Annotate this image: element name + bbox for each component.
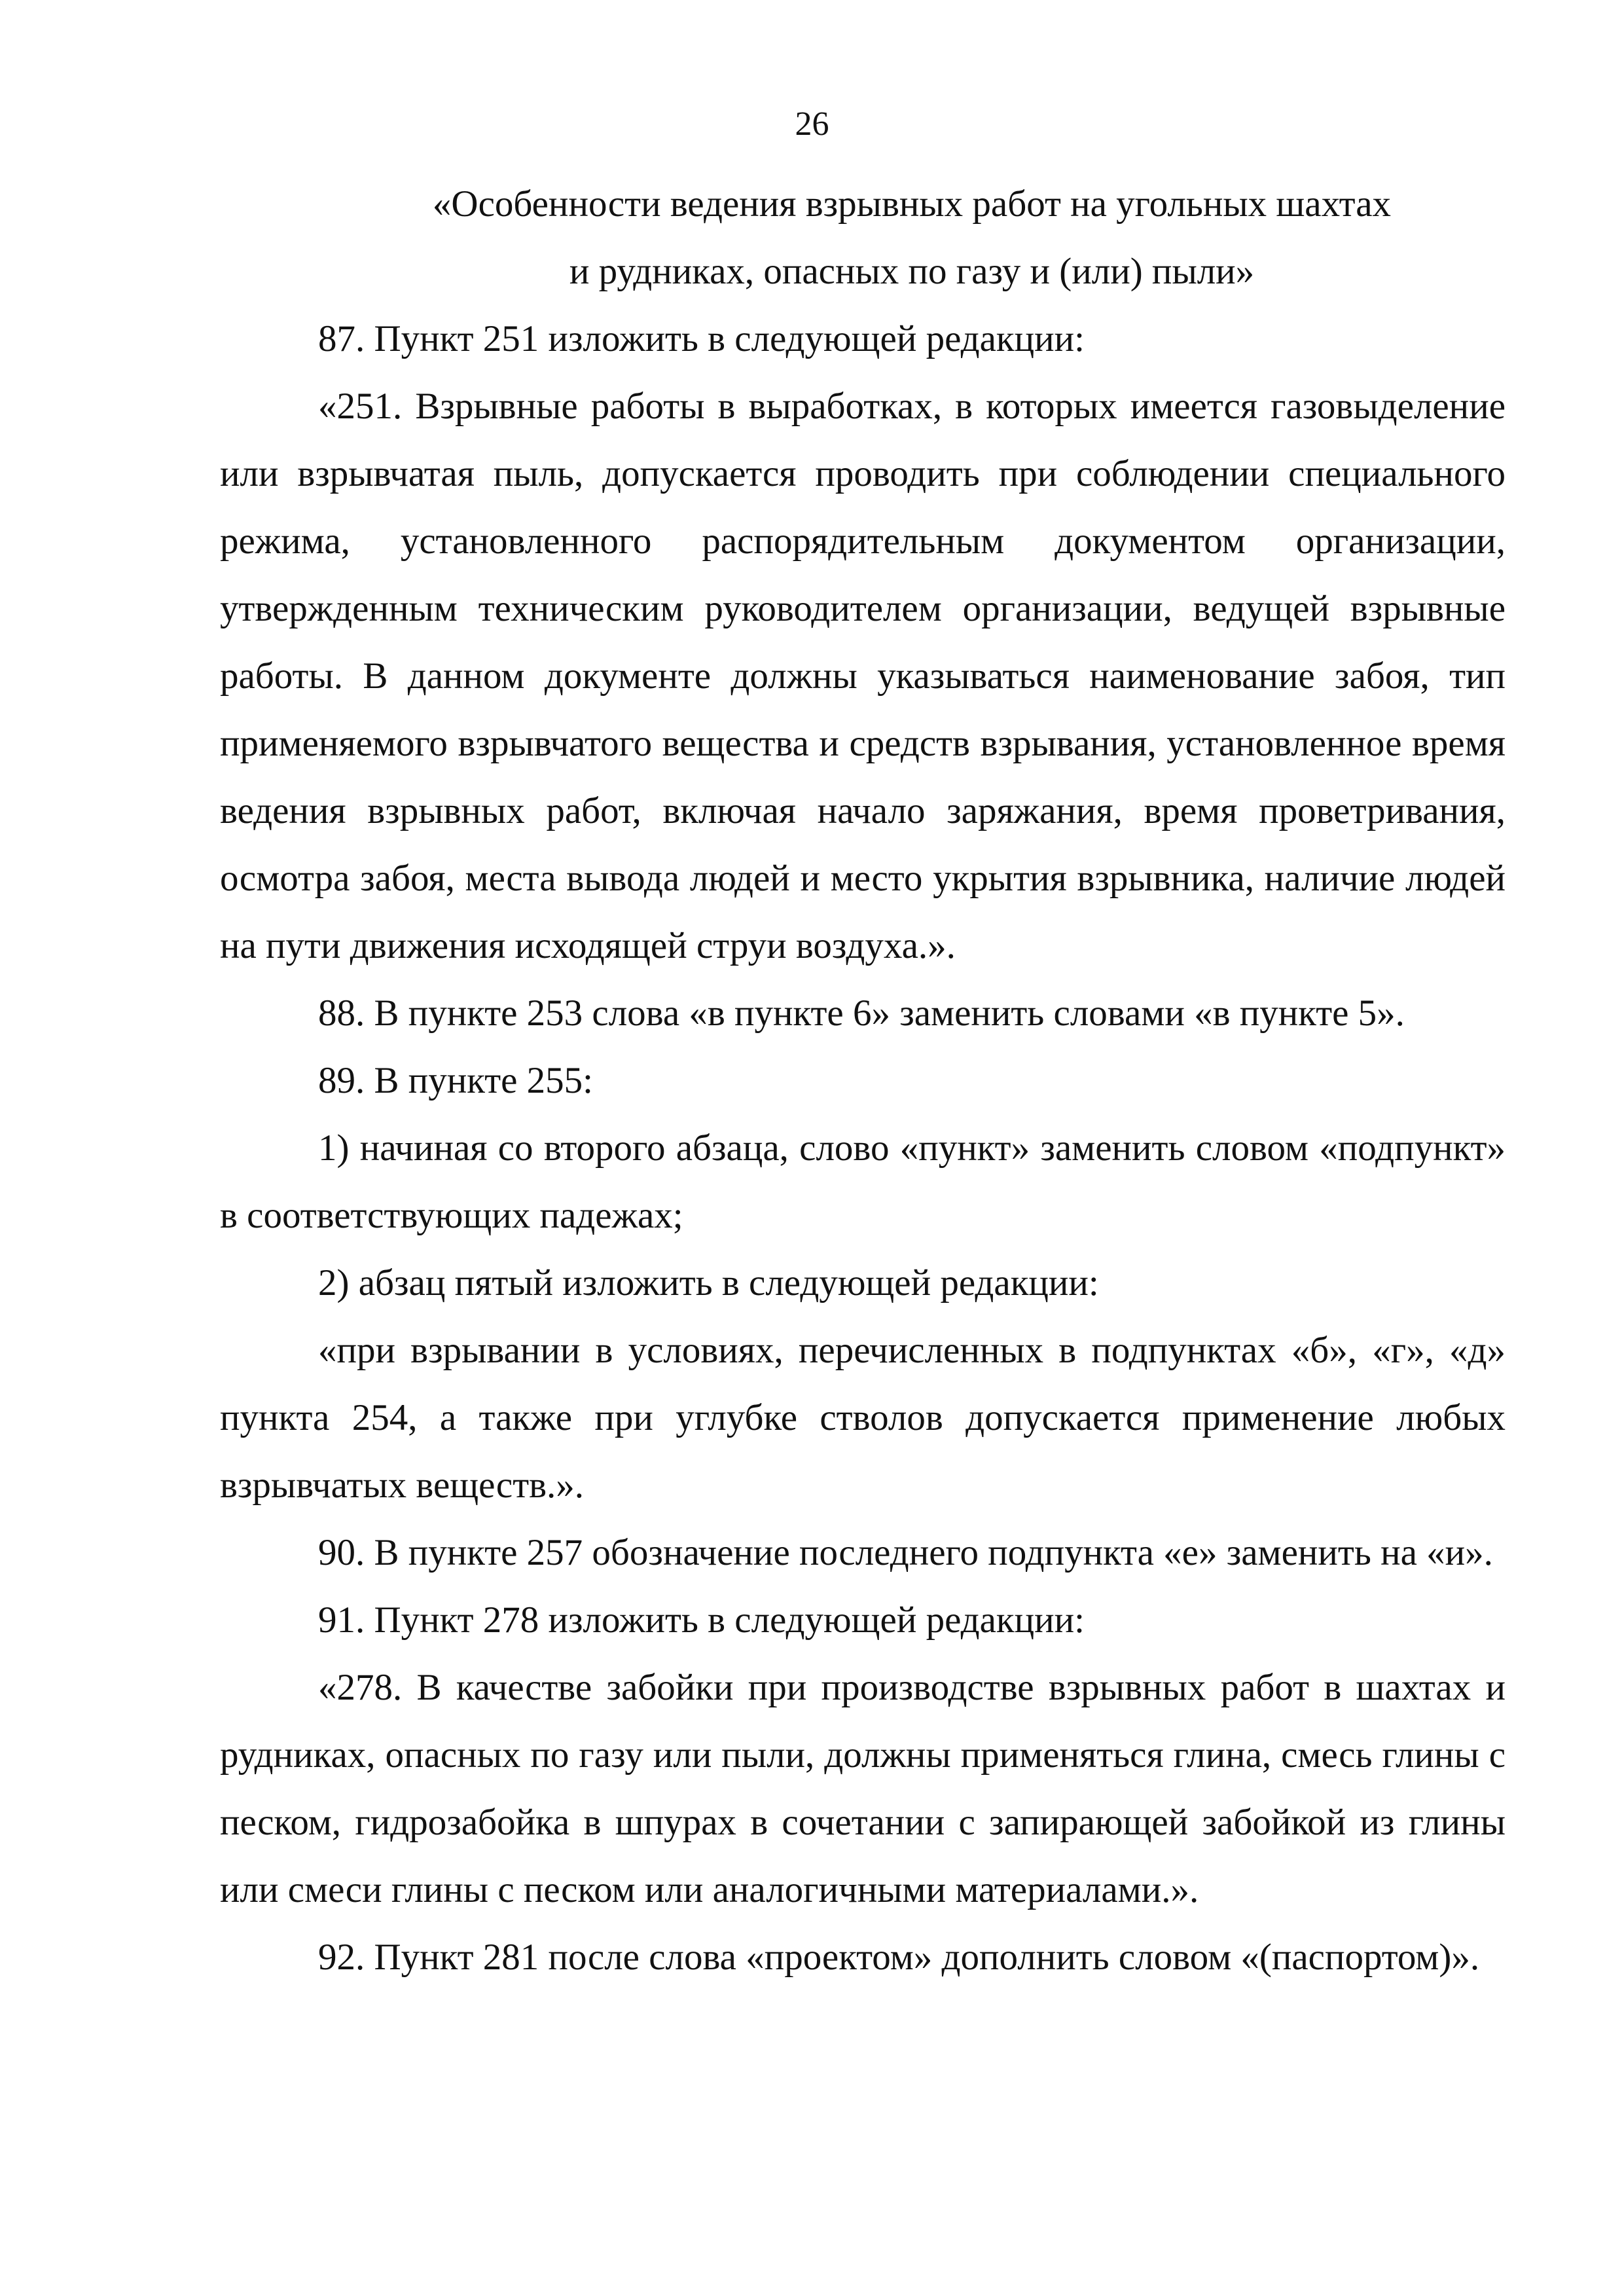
section-heading-line-2: и рудниках, опасных по газу и (или) пыли» — [569, 251, 1255, 292]
section-heading-line-1: «Особенности ведения взрывных работ на угольных шахтах — [432, 183, 1392, 225]
paragraph-88: 88. В пункте 253 слова «в пункте 6» заменить словами «в пункте 5». — [318, 993, 1405, 1034]
paragraph-90: 90. В пункте 257 обозначение последнего подпункта «е» заменить на «и». — [318, 1532, 1493, 1573]
paragraph-89-item-1: 1) начиная со второго абзаца, слово «пункт» заменить словом «подпункт» в соответствующих падежах; — [220, 1127, 1506, 1236]
paragraph-92: 92. Пункт 281 после слова «проектом» дополнить словом «(паспортом)». — [318, 1937, 1480, 1978]
paragraph-87: 87. Пункт 251 изложить в следующей редакции: — [318, 318, 1085, 359]
document-body — [220, 170, 1506, 1991]
paragraph-89: 89. В пункте 255: — [318, 1060, 594, 1101]
paragraph-89-item-2: 2) абзац пятый изложить в следующей редакции: — [318, 1262, 1099, 1303]
page-number: 26 — [795, 105, 829, 143]
paragraph-278-text: «278. В качестве забойки при производстве взрывных работ в шахтах и рудниках, опасных по газу или пыли, должны применяться глина, смесь глины с песком, гидрозабойка в шпурах в сочетании с запирающей забойкой из глины или смеси глины с песком или аналогичными материалами.». — [220, 1667, 1506, 1910]
paragraph-255-quote: «при взрывании в условиях, перечисленных в подпунктах «б», «г», «д» пункта 254, а также при углубке стволов допускается применение любых взрывчатых веществ.». — [220, 1330, 1506, 1506]
paragraph-91: 91. Пункт 278 изложить в следующей редакции: — [318, 1599, 1085, 1641]
paragraph-251-text: «251. Взрывные работы в выработках, в которых имеется газовыделение или взрывчатая пыль, допускается проводить при соблюдении специального режима, установленного распорядительным документом организации, утвержденным техническим руководителем организации, ведущей взрывные работы. В данном документе должны указываться наименование забоя, тип применяемого взрывчатого вещества и средств взрывания, установленное время ведения взрывных работ, включая начало заряжания, время проветривания, осмотра забоя, места вывода людей и место укрытия взрывника, наличие людей на пути движения исходящей струи воздуха.». — [220, 386, 1506, 966]
